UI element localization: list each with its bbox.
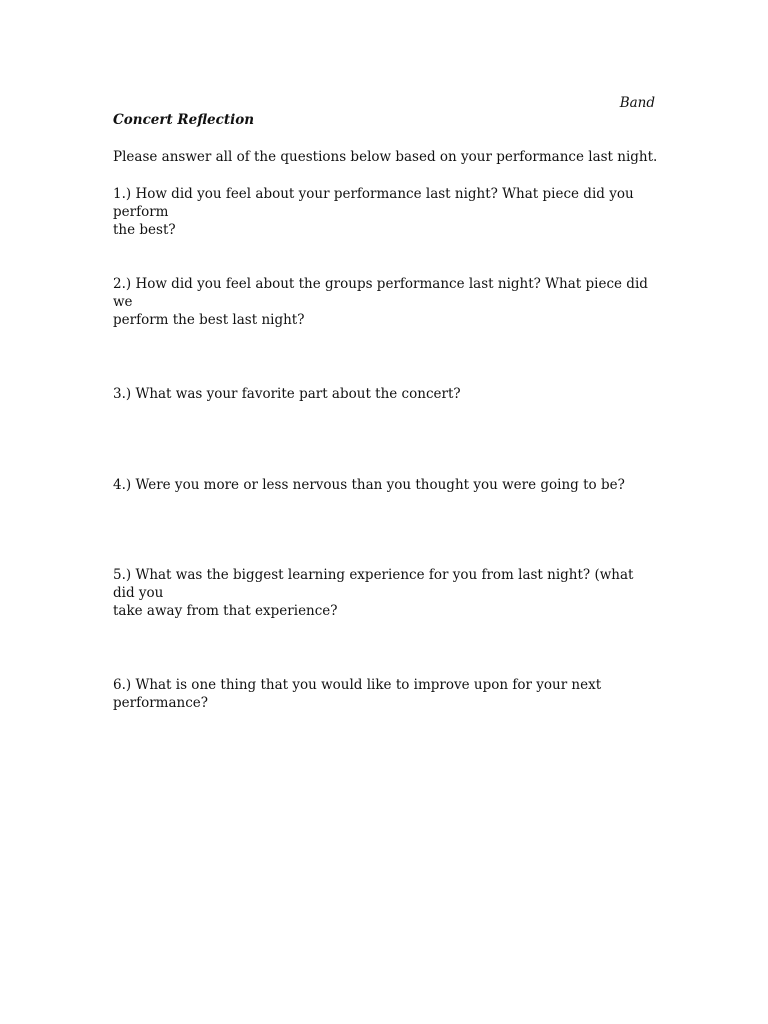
question-4: 4.) Were you more or less nervous than you thought you were going to be? [113,477,625,493]
document-title: Concert Reflection [113,112,255,128]
question-6: 6.) What is one thing that you would like to improve upon for your next performance? [113,677,602,711]
question-5: 5.) What was the biggest learning experience for you from last night? (what did you take away from that experience? [113,567,634,619]
question-1: 1.) How did you feel about your performance last night? What piece did you perform the best? [113,186,634,238]
subject-label: Band [619,95,655,111]
question-3: 3.) What was your favorite part about the concert? [113,386,461,402]
instructions-text: Please answer all of the questions below based on your performance last night. [113,149,658,165]
question-2: 2.) How did you feel about the groups performance last night? What piece did we perform the best last night? [113,276,648,328]
